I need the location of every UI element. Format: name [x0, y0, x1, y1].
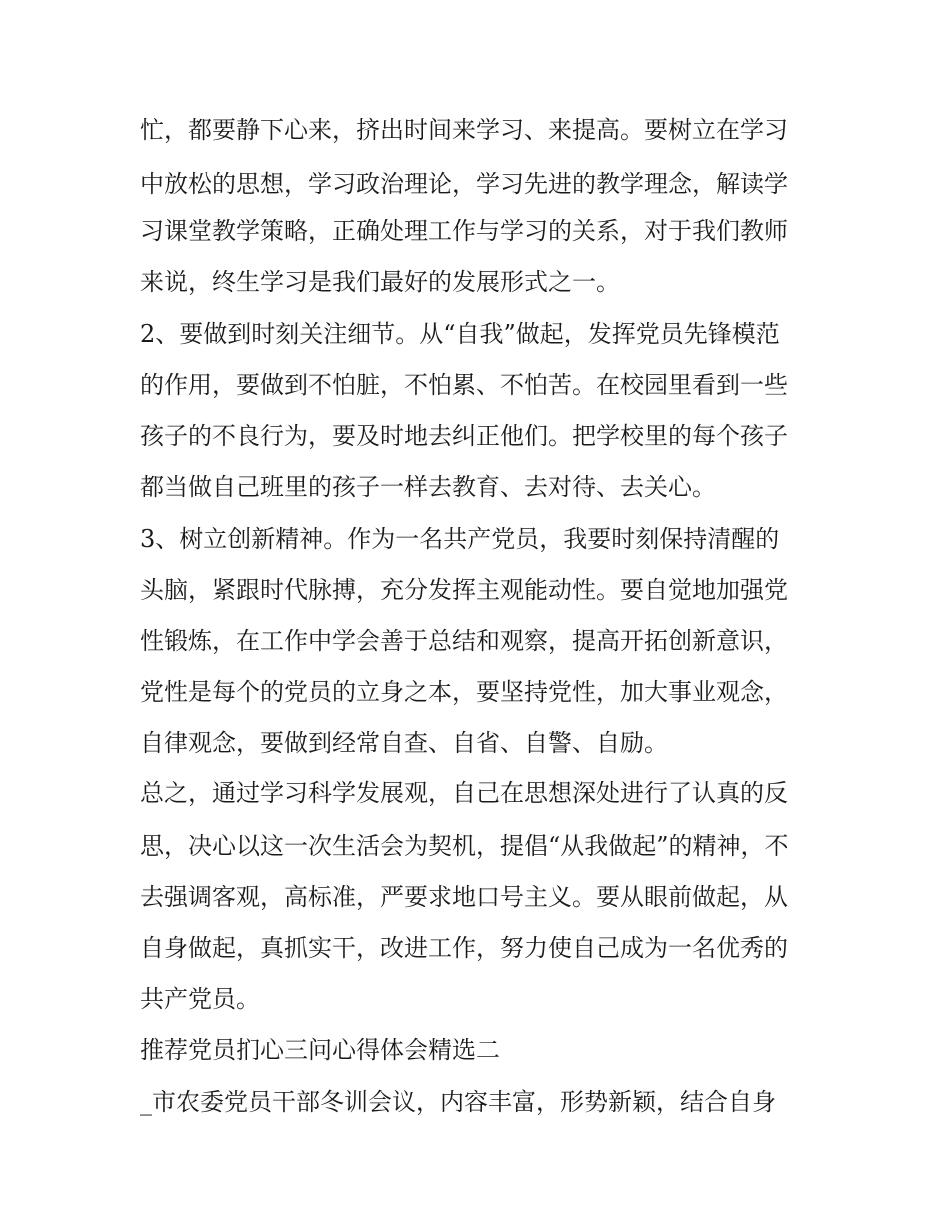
- text-line: 头脑，紧跟时代脉搏，充分发挥主观能动性。要自觉地加强党: [140, 576, 788, 604]
- text-line: 去强调客观，高标准，严要求地口号主义。要从眼前做起，从: [140, 883, 788, 911]
- text-line: 都当做自己班里的孩子一样去教育、去对待、去关心。: [140, 473, 716, 501]
- text-line: 自身做起，真抓实干，改进工作，努力使自己成为一名优秀的: [140, 934, 788, 962]
- text-line: _市农委党员干部冬训会议，内容丰富，形势新颖，结合自身: [140, 1088, 776, 1116]
- text-line: 忙，都要静下心来，挤出时间来学习、来提高。要树立在学习: [140, 116, 788, 144]
- text-line: 共产党员。: [140, 985, 260, 1013]
- text-line: 习课堂教学策略，正确处理工作与学习的关系，对于我们教师: [140, 217, 788, 245]
- section-heading: 推荐党员扪心三问心得体会精选二: [140, 1036, 500, 1064]
- text-line: 中放松的思想，学习政治理论，学习先进的教学理念，解读学: [140, 170, 788, 198]
- text-line: 2、要做到时刻关注细节。从“自我”做起，发挥党员先锋模范: [140, 320, 780, 348]
- text-line: 的作用，要做到不怕脏，不怕累、不怕苦。在校园里看到一些: [140, 371, 788, 399]
- text-line: 总之，通过学习科学发展观，自己在思想深处进行了认真的反: [140, 779, 788, 807]
- text-line: 思，决心以这一次生活会为契机，提倡“从我做起”的精神，不: [140, 832, 789, 860]
- text-line: 孩子的不良行为，要及时地去纠正他们。把学校里的每个孩子: [140, 422, 788, 450]
- text-line: 自律观念，要做到经常自查、自省、自警、自励。: [140, 729, 668, 757]
- text-line: 来说，终生学习是我们最好的发展形式之一。: [140, 268, 620, 296]
- text-line: 3、树立创新精神。作为一名共产党员，我要时刻保持清醒的: [140, 525, 780, 553]
- text-line: 党性是每个的党员的立身之本，要坚持党性，加大事业观念，: [140, 678, 788, 706]
- text-line: 性锻炼，在工作中学会善于总结和观察，提高开拓创新意识，: [140, 627, 788, 655]
